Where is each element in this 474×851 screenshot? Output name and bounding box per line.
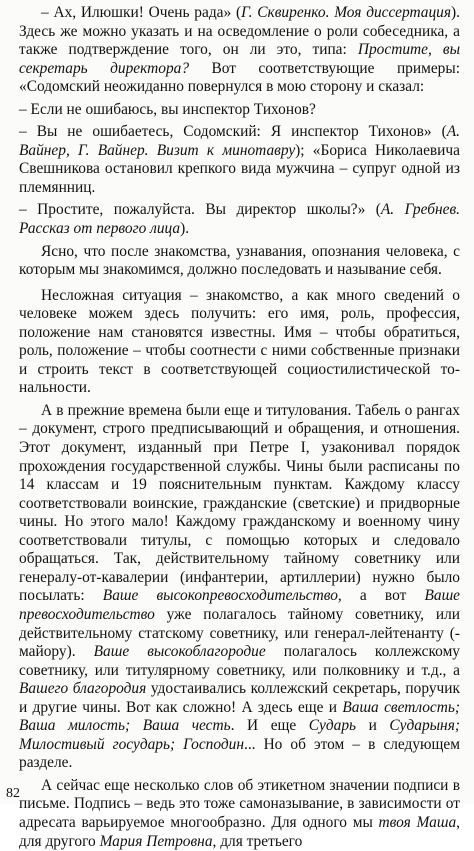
text-run: полагалось коллежскому советнику, или титулярному советнику, или полковнику и т.д., а: [19, 643, 461, 679]
italic-citation: Г. Сквиренко. Моя диссертация: [241, 4, 452, 21]
text-run: ). Здесь же можно указать и на осведомление о роли собеседника, а также подтверждение того, он ли это, типа:: [19, 4, 460, 59]
text-run: . И еще: [230, 717, 309, 735]
italic-citation: Ваше высокоблагородие: [93, 643, 266, 661]
text-run: ).: [180, 220, 190, 238]
italic-citation: Сударыня; Милостивый государь; Господин: [19, 717, 460, 753]
text-run: Ясно, что после знакомства, узнавания, опознания человека, с которым мы знакомимся, должно последовать и называние себя.: [19, 242, 460, 279]
paragraph: [19, 101, 460, 120]
italic-citation: Ваша светлость; Ваша милость; Ваша честь: [19, 698, 460, 735]
italic-citation: Вашего благородия: [19, 680, 147, 698]
italic-citation: Ваше превосходительство: [19, 587, 461, 623]
italic-citation: Сударь: [308, 717, 357, 735]
text-run: и: [356, 717, 390, 735]
italic-citation: Ваше высокопревосходительство: [102, 587, 338, 605]
paragraph: [19, 777, 460, 851]
text-run: , для другого: [19, 813, 461, 850]
text-run: А сейчас еще несколько слов об этикетном значении подписи в письме. Подпись – ведь это тоже самоназывание, в зависимости от адресата варьируемое многообразно. Для одного мы: [19, 776, 460, 831]
paragraph: [19, 123, 460, 197]
text-run: Несложная ситуация – знакомство, а как много сведений о человеке можем здесь получить: его имя, роль, профессия, положение нам становятся известны. Имя – чтобы обратиться, роль, положение – чтобы соотнести с ними собственные признаки и строить текст в соответствующей социостилистической тональности.: [19, 286, 460, 397]
paragraph: [19, 243, 460, 280]
text-run: – Если не ошибаюсь, вы инспектор Тихонов?: [19, 100, 316, 118]
paragraph: [19, 4, 460, 97]
text-run: ... Но об этом – в следующем разделе.: [19, 735, 460, 772]
text-run: – Вы не ошибаетесь, Содомский: Я инспектор Тихонов» (: [19, 123, 447, 141]
paragraph: [19, 402, 460, 773]
page-number: 82: [6, 786, 20, 801]
text-run: А в прежние времена были еще и титулования. Табель о рангах – документ, строго предписывающий и обращения, и отношения. Этот документ, изданный при Петре I, узаконивал порядок прохождения государственной службы. Чины были расписаны по 14 классам и 19 пояснительным пунктам. Каждому классу соответствовали воинские, гражданские (светские) и придворные чины. Но этого мало! Каждому гражданскому и военному чину соответствовали титулы, с помощью которых и следовало обращаться. Так, действительному тайному советнику или генералу-от-кавалерии (инфантерии, артиллерии) нужно было посылать:: [19, 401, 460, 605]
text-run: Вот соответствующие примеры: «Содомский неожиданно повернулся в мою сторону и сказал:: [19, 59, 460, 96]
text-run: ); «Бориса Николаевича Свешникова остановил крепкого вида мужчина – супруг одной из племянниц.: [19, 141, 460, 196]
italic-citation: Простите, вы секретарь директора?: [19, 41, 460, 77]
italic-citation: Мария Петровна: [99, 832, 213, 850]
body-text: [19, 4, 460, 851]
italic-citation: А. Вайнер, Г. Вайнер. Визит к минотавру: [19, 123, 460, 159]
text-run: удостаивались коллежский секретарь, поручик и другие чины. Вот как сложно! А здесь еще и: [19, 680, 460, 716]
paragraph: [19, 201, 460, 238]
text-run: , а вот: [337, 587, 425, 605]
paragraph: [19, 287, 460, 398]
text-run: – Простите, пожалуйста. Вы директор школы?» (: [19, 201, 381, 219]
text-run: уже полагалось тайному советнику, или действительному статскому советнику, или генерал-лейтенанту (-майору).: [19, 605, 460, 661]
text-run: – Ах, Илюшки! Очень рада» (: [41, 4, 242, 21]
italic-citation: твоя Маша: [378, 813, 457, 831]
italic-citation: А. Гребнев. Рассказ от первого лица: [19, 201, 460, 238]
text-run: , для третьего: [212, 832, 303, 850]
